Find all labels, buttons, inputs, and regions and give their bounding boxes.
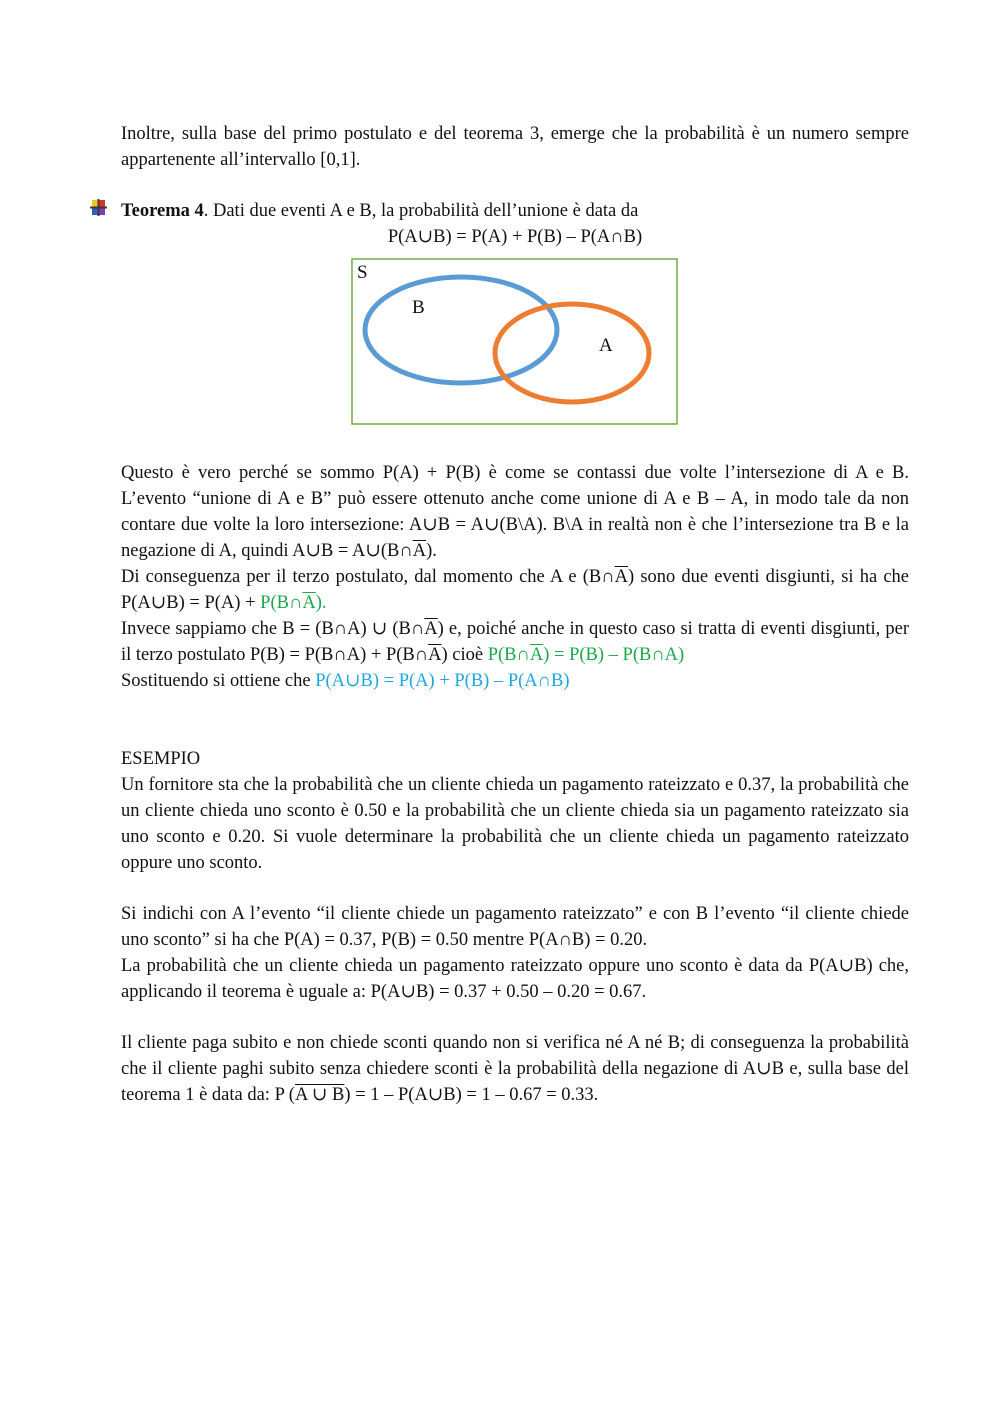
a-complement: $\overline{A}$ [614, 567, 628, 587]
a-complement: $\overline{A}$ [412, 541, 427, 561]
example-paragraph-2: Si indichi con A l’evento “il cliente chiede un pagamento rateizzato” e con B l’evento “il cliente chiede uno sconto” si ha che P(A) = 0.37, P(B) = 0.50 mentre P(A∩B) = 0.20. [121, 904, 909, 950]
theorem-title: Teorema 4 [121, 201, 204, 221]
highlight-green-2: $P(B\cap\overline{A}) = P(B)$ – P(B∩A) [487, 645, 685, 665]
set-b-ellipse [365, 277, 557, 383]
page-content [121, 121, 909, 1108]
theorem-4 [121, 198, 909, 250]
explanation-paragraph-2: Di conseguenza per il terzo postulato, dal momento che A e $(B\cap\overline{A})$ sono due eventi disgiunti, si ha che P(A∪B) = $P(A) + P(B\cap\overline{A})$. [121, 567, 909, 613]
highlight-cyan: P(A∪B) = P(A) + P(B) – P(A∩B) [315, 671, 570, 691]
theorem-text: . Dati due eventi A e B, la probabilità dell’unione è data da [203, 201, 639, 221]
theorem-formula: P(A∪B) = P(A) + P(B) – P(A∩B) [387, 227, 643, 247]
venn-diagram [351, 258, 679, 426]
union-complement: A ∪ B [294, 1085, 345, 1105]
example-paragraph-4: Il cliente paga subito e non chiede sconti quando non si verifica né A né B; di conseguenza la probabilità che il cliente paghi subito senza chiedere sconti è la probabilità della negazione di A∪B e, sulla base del teorema 1 è data da: P (A ∪ B) = 1 – P(A∪B) = 1 – 0.67 = 0.33. [121, 1033, 909, 1105]
example-heading: ESEMPIO [121, 749, 201, 769]
highlight-green-1: $P(B\cap\overline{A})$. [260, 593, 327, 613]
bullet-icon [90, 199, 108, 217]
intro-paragraph: Inoltre, sulla base del primo postulato e del teorema 3, emerge che la probabilità è un numero sempre appartenente all’intervallo [0,1]. [121, 124, 909, 170]
explanation-paragraph-4: Sostituendo si ottiene che P(A∪B) = P(A) + P(B) – P(A∩B) [121, 671, 570, 691]
example-paragraph-3: La probabilità che un cliente chieda un pagamento rateizzato oppure uno sconto è data da P(A∪B) che, applicando il teorema è uguale a: P(A∪B) = 0.37 + 0.50 – 0.20 = 0.67. [121, 956, 909, 1002]
example-paragraph-1: Un fornitore sta che la probabilità che un cliente chieda un pagamento rateizzato e 0.37, la probabilità che un cliente chieda uno sconto è 0.50 e la probabilità che un cliente chieda sia un pagamento rateizzato sia uno sconto e 0.20. Si vuole determinare la probabilità che un cliente chieda un pagamento rateizzato oppure uno sconto. [121, 775, 909, 873]
a-complement: $\overline{A}$ [424, 619, 438, 639]
label-a: A [599, 335, 613, 356]
explanation-paragraph-1: Questo è vero perché se sommo P(A) + P(B) è come se contassi due volte l’intersezione di A e B. L’evento “unione di A e B” può essere ottenuto anche come unione di A e B – A, in modo tale da non contare due volte la loro intersezione: A∪B = A∪(B\A). B\A in realtà non è che l’intersezione tra B e la negazione di A, quindi A∪B = $A\cup(B\cap\overline{A})$. [121, 463, 909, 561]
label-b: B [412, 297, 425, 318]
explanation-paragraph-3: Invece sappiamo che B = (B∩A) ∪ $(B\cap\overline{A})$ e, poiché anche in questo caso si tratta di eventi disgiunti, per il terzo postulato P(B) = P(B∩A) + $P(B\cap\overline{A})$ cioè $P(B\cap\overline{A}) = P(B)$ – P(B∩A) [121, 619, 909, 665]
label-s: S [357, 262, 368, 283]
set-a-ellipse [495, 304, 649, 402]
